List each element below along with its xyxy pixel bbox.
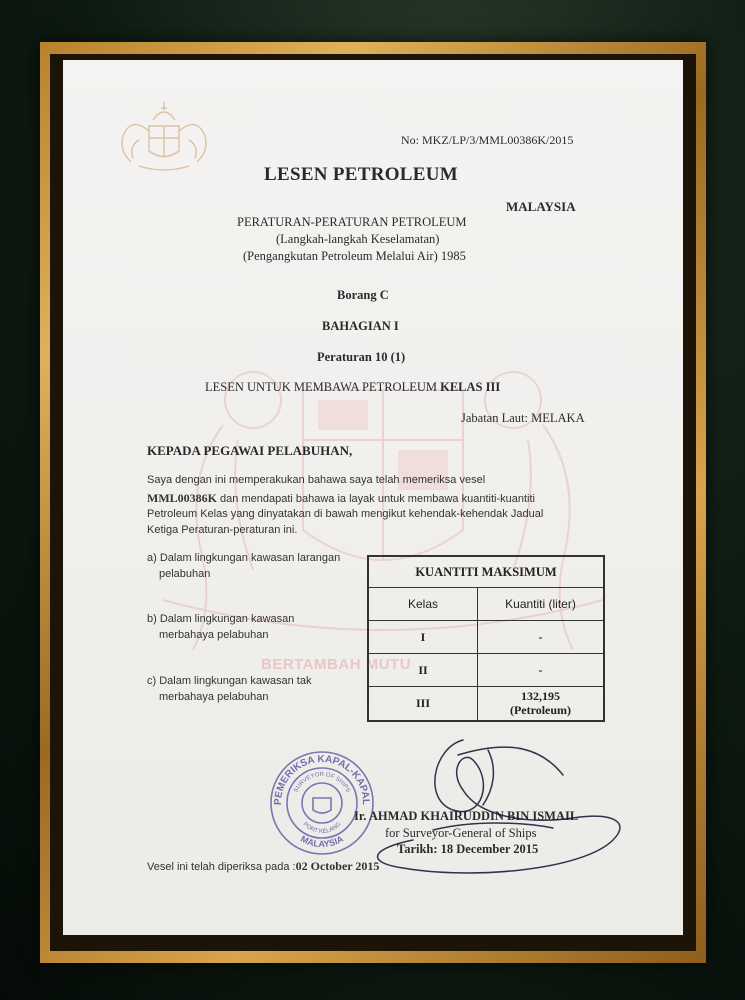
quantity-cell: - xyxy=(478,654,605,687)
vessel-number: MML00386K xyxy=(147,491,217,505)
stamp-outer-text: PEMERIKSA KAPAL-KAPAL xyxy=(272,753,372,806)
certificate-document xyxy=(63,60,683,935)
table-row xyxy=(368,621,604,654)
condition-c-line1: c) Dalam lingkungan kawasan tak xyxy=(147,675,312,687)
table-row xyxy=(368,654,604,687)
column-header-class: Kelas xyxy=(368,588,478,621)
reference-number: No: MKZ/LP/3/MML00386K/2015 xyxy=(401,133,574,147)
class-cell: I xyxy=(368,621,478,654)
body-line-2 xyxy=(147,491,535,506)
department-value: MELAKA xyxy=(531,411,585,425)
condition-a-line1: a) Dalam lingkungan kawasan larangan xyxy=(147,552,341,564)
watermark-motto: BERTAMBAH MUTU xyxy=(261,656,412,673)
regulation-subtitle-1: (Langkah-langkah Keselamatan) xyxy=(276,232,440,246)
body-line-4: Ketiga Peraturan-peraturan ini. xyxy=(147,524,298,536)
rule-label: Peraturan 10 (1) xyxy=(317,350,406,364)
max-quantity-table xyxy=(367,555,605,722)
handwritten-signature xyxy=(313,730,643,880)
document-title: LESEN PETROLEUM xyxy=(264,164,459,185)
regulation-subtitle-2: (Pengangkutan Petroleum Melalui Air) 1985 xyxy=(243,249,466,263)
body-line-2-text: dan mendapati bahawa ia layak untuk membawa kuantiti-kuantiti xyxy=(217,493,535,505)
license-heading-prefix: LESEN UNTUK MEMBAWA PETROLEUM xyxy=(205,380,441,394)
quantity-cell: - xyxy=(478,621,605,654)
signatory-role: for Surveyor-General of Ships xyxy=(385,826,537,840)
body-line-3: Petroleum Kelas yang dinyatakan di bawah mengikut kehendak-kehendak Jadual xyxy=(147,508,544,520)
stamp-port-text: PORT KELANG xyxy=(301,821,343,836)
part-label: BAHAGIAN I xyxy=(322,319,399,333)
department-line xyxy=(461,411,585,426)
signatory-name: Ir. AHMAD KHAIRUDDIN BIN ISMAIL xyxy=(354,809,579,823)
condition-c-line2: merbahaya pelabuhan xyxy=(159,691,269,703)
license-heading xyxy=(205,380,500,395)
table-row xyxy=(368,687,604,721)
condition-b-line2: merbahaya pelabuhan xyxy=(159,629,269,641)
column-header-quantity: Kuantiti (liter) xyxy=(478,588,605,621)
coat-of-arms-icon xyxy=(109,96,219,176)
form-label: Borang C xyxy=(337,288,389,302)
table-title: KUANTITI MAKSIMUM xyxy=(368,556,604,588)
department-label: Jabatan Laut: xyxy=(461,411,532,425)
inspection-label: Vesel ini telah diperiksa pada : xyxy=(147,861,296,873)
country-label: MALAYSIA xyxy=(506,199,576,214)
quantity-note: (Petroleum) xyxy=(509,703,572,718)
class-cell: III xyxy=(368,687,478,721)
signature-date: Tarikh: 18 December 2015 xyxy=(397,842,539,856)
condition-b-line1: b) Dalam lingkungan kawasan xyxy=(147,613,295,625)
class-cell: II xyxy=(368,654,478,687)
regulation-title: PERATURAN-PERATURAN PETROLEUM xyxy=(237,215,467,229)
quantity-cell xyxy=(478,687,605,721)
body-line-1: Saya dengan ini memperakukan bahawa saya telah memeriksa vesel xyxy=(147,474,486,486)
condition-a-line2: pelabuhan xyxy=(159,568,211,580)
stamp-country-text: MALAYSIA xyxy=(299,833,345,850)
quantity-value: 132,195 xyxy=(521,689,560,704)
stamp-inner-text: SURVEYOR OF SHIPS xyxy=(293,771,351,794)
license-class: KELAS III xyxy=(440,380,501,394)
inspection-date: 02 October 2015 xyxy=(295,859,380,873)
addressee: KEPADA PEGAWAI PELABUHAN, xyxy=(147,443,353,458)
